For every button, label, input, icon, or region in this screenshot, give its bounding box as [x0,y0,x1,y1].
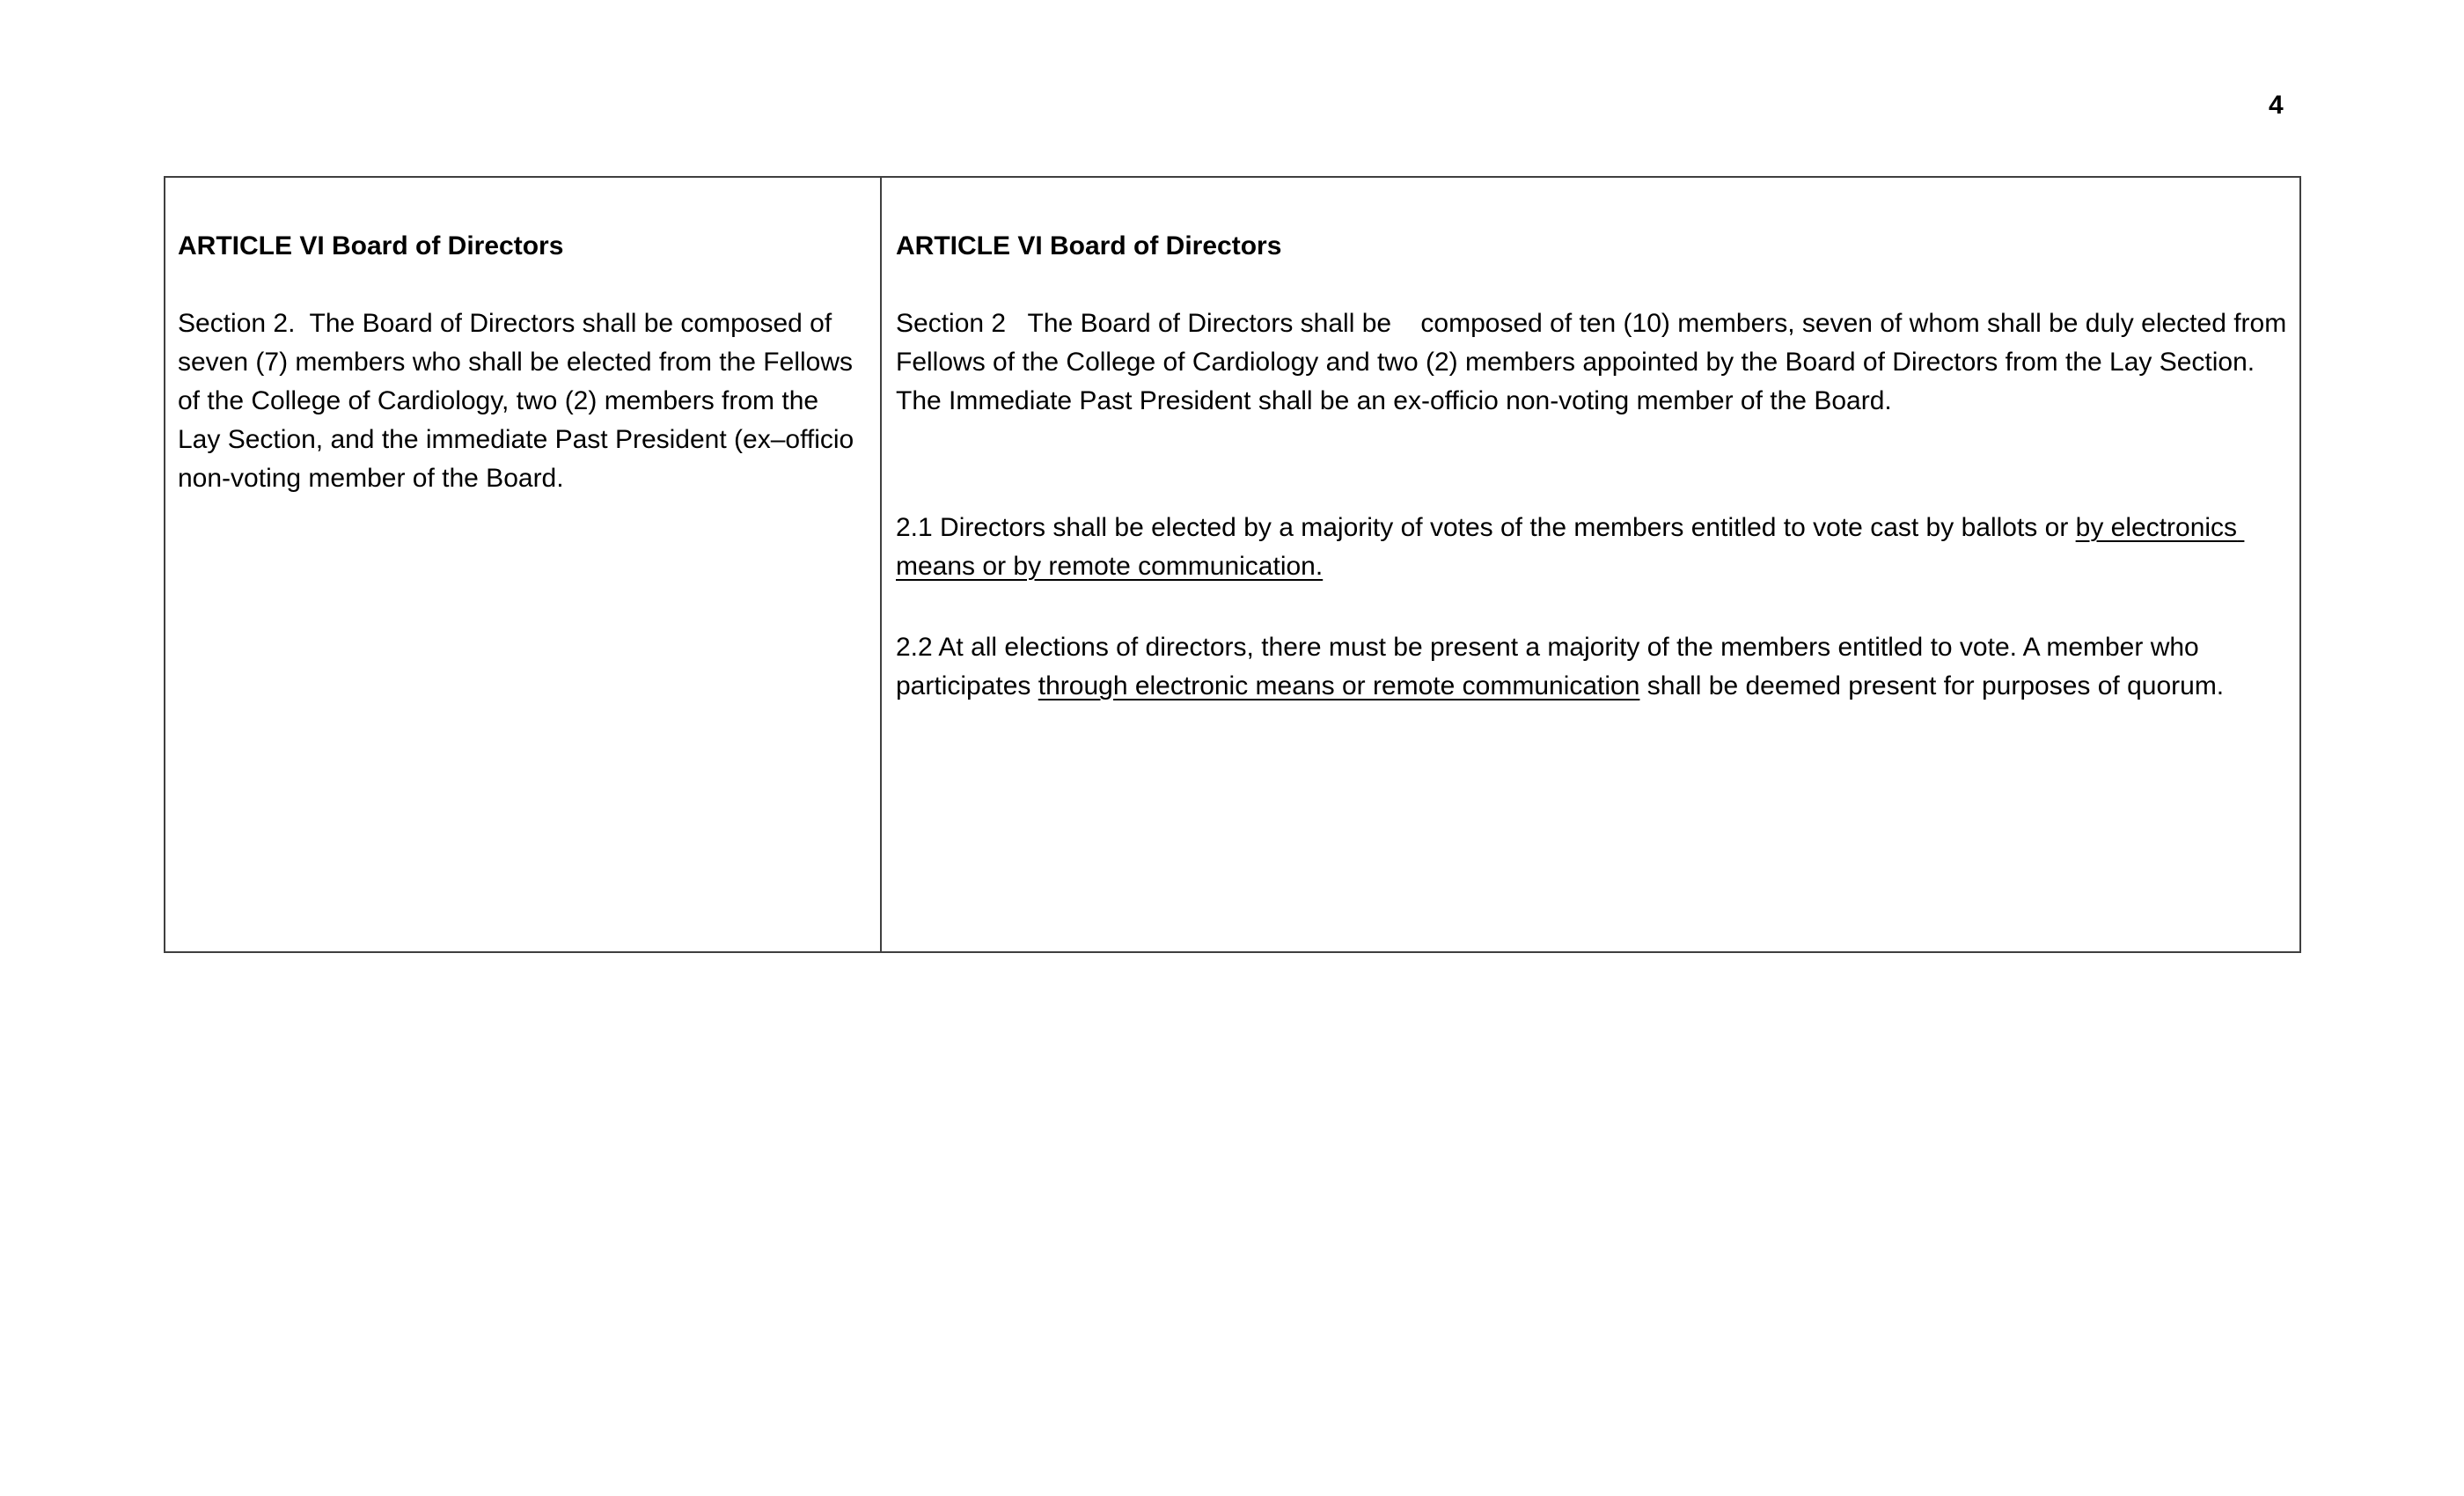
article-heading-amended: ARTICLE VI Board of Directors [896,231,1282,260]
section-2-amended-text: Section 2 The Board of Directors shall be composed of ten (10) members, seven of whom shall be duly elected from Fellows of the College of Cardiology and two (2) members appointed by the Board of Directors from the Lay Section. The Immediate Past President shall be an ex-officio non-voting member of the Board. [896,309,2294,415]
underlined-text-segment: through electronic means or remote communication [1038,671,1640,700]
text-segment: shall be deemed present for purposes of quorum. [1639,671,2225,700]
page-number: 4 [2269,91,2284,120]
amended-text-cell [882,178,2299,951]
article-heading-original: ARTICLE VI Board of Directors [178,231,564,260]
clause-2-2 [896,628,2287,706]
underlined-text-segment: by electronics means or by remote communication. [896,513,2245,581]
original-text-cell [165,178,882,951]
clause-2-1 [896,509,2287,586]
text-segment: 2.2 At all elections of directors, there must be present a majority of the members entitled to vote. A member who participates [896,633,2207,700]
text-segment: 2.1 Directors shall be elected by a majority of votes of the members entitled to vote cast by ballots or [896,513,2076,542]
comparison-table [164,176,2301,953]
section-2-original-text: Section 2. The Board of Directors shall be composed of seven (7) members who shall be elected from the Fellows of the College of Cardiology, two (2) members from the Lay Section, and the immediate Past President (ex–officio non-voting member of the Board. [178,309,862,493]
